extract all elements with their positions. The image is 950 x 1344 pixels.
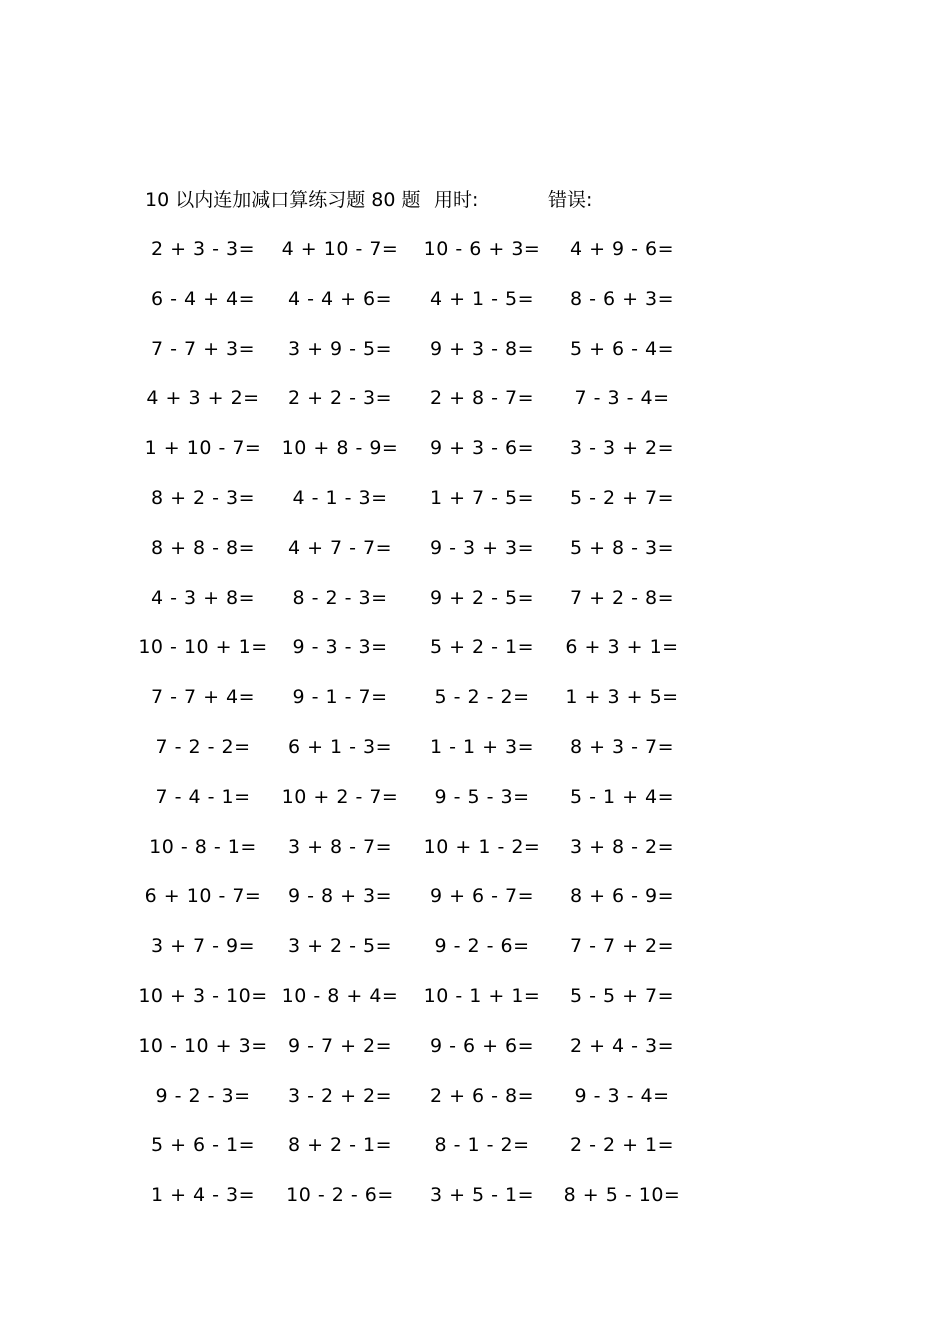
- math-problem: 8 + 2 - 1=: [287, 1134, 393, 1157]
- math-problem: 5 - 5 + 7=: [569, 984, 675, 1007]
- math-problem: 8 + 5 - 10=: [563, 1184, 681, 1207]
- math-problem: 7 - 7 + 2=: [569, 935, 675, 958]
- math-problem: 10 - 10 + 3=: [138, 1034, 268, 1057]
- problem-row: [0, 932, 950, 982]
- math-problem: 8 + 2 - 3=: [150, 486, 256, 509]
- math-problem: 9 + 2 - 5=: [429, 586, 535, 609]
- math-problem: 1 - 1 + 3=: [429, 735, 535, 758]
- math-problem: 6 + 3 + 1=: [565, 636, 679, 659]
- math-problem: 9 + 3 - 6=: [429, 437, 535, 460]
- math-problem: 2 + 8 - 7=: [429, 387, 535, 410]
- math-problem: 2 + 4 - 3=: [569, 1034, 675, 1057]
- math-problem: 3 + 7 - 9=: [150, 935, 256, 958]
- math-problem: 5 + 2 - 1=: [429, 636, 535, 659]
- math-problem: 3 + 8 - 7=: [287, 835, 393, 858]
- math-problem: 10 + 1 - 2=: [423, 835, 541, 858]
- math-problem: 5 - 1 + 4=: [569, 785, 675, 808]
- problem-row: [0, 584, 950, 634]
- math-problem: 10 - 8 + 4=: [281, 984, 399, 1007]
- math-problem: 9 - 2 - 3=: [155, 1084, 251, 1107]
- math-problem: 6 - 4 + 4=: [150, 287, 256, 310]
- math-problem: 8 - 6 + 3=: [569, 287, 675, 310]
- problem-grid: [0, 235, 950, 1231]
- worksheet-header: [0, 186, 950, 214]
- math-problem: 9 - 3 - 3=: [292, 636, 388, 659]
- math-problem: 8 + 8 - 8=: [150, 536, 256, 559]
- math-problem: 8 - 1 - 2=: [434, 1134, 530, 1157]
- problem-row: [0, 484, 950, 534]
- math-problem: 7 - 7 + 3=: [150, 337, 256, 360]
- problem-row: [0, 235, 950, 285]
- math-problem: 5 + 6 - 4=: [569, 337, 675, 360]
- math-problem: 8 + 3 - 7=: [569, 735, 675, 758]
- math-problem: 3 + 5 - 1=: [429, 1184, 535, 1207]
- math-problem: 1 + 3 + 5=: [565, 686, 679, 709]
- math-problem: 7 - 2 - 2=: [155, 735, 251, 758]
- math-problem: 9 - 2 - 6=: [434, 935, 530, 958]
- problem-row: [0, 833, 950, 883]
- math-problem: 9 + 6 - 7=: [429, 885, 535, 908]
- math-problem: 3 + 2 - 5=: [287, 935, 393, 958]
- math-problem: 2 - 2 + 1=: [569, 1134, 675, 1157]
- math-problem: 1 + 7 - 5=: [429, 486, 535, 509]
- math-problem: 2 + 2 - 3=: [287, 387, 393, 410]
- math-problem: 4 + 1 - 5=: [429, 287, 535, 310]
- math-problem: 10 - 6 + 3=: [423, 238, 541, 260]
- problem-row: [0, 683, 950, 733]
- math-problem: 3 + 8 - 2=: [569, 835, 675, 858]
- worksheet-title: 10 以内连加减口算练习题 80 题: [145, 189, 421, 211]
- math-problem: 9 - 1 - 7=: [292, 686, 388, 709]
- problem-row: [0, 1131, 950, 1181]
- error-label: 错误:: [548, 189, 593, 211]
- problem-row: [0, 882, 950, 932]
- math-problem: 4 + 9 - 6=: [569, 238, 675, 260]
- math-problem: 9 - 8 + 3=: [287, 885, 393, 908]
- math-problem: 3 + 9 - 5=: [287, 337, 393, 360]
- math-problem: 5 + 8 - 3=: [569, 536, 675, 559]
- math-problem: 10 - 10 + 1=: [138, 636, 268, 659]
- problem-row: [0, 633, 950, 683]
- math-problem: 9 - 3 - 4=: [574, 1084, 670, 1107]
- time-label: 用时:: [434, 189, 479, 211]
- problem-row: [0, 384, 950, 434]
- math-problem: 4 - 3 + 8=: [150, 586, 256, 609]
- math-problem: 9 - 5 - 3=: [434, 785, 530, 808]
- math-problem: 10 + 3 - 10=: [138, 984, 268, 1007]
- math-problem: 5 - 2 - 2=: [434, 686, 530, 709]
- problem-row: [0, 733, 950, 783]
- math-problem: 10 + 2 - 7=: [281, 785, 399, 808]
- math-problem: 7 + 2 - 8=: [569, 586, 675, 609]
- math-problem: 7 - 7 + 4=: [150, 686, 256, 709]
- math-problem: 10 + 8 - 9=: [281, 437, 399, 460]
- math-problem: 8 + 6 - 9=: [569, 885, 675, 908]
- math-problem: 4 + 3 + 2=: [146, 387, 260, 410]
- math-problem: 8 - 2 - 3=: [292, 586, 388, 609]
- problem-row: [0, 534, 950, 584]
- problem-row: [0, 1082, 950, 1132]
- problem-row: [0, 335, 950, 385]
- problem-row: [0, 285, 950, 335]
- math-problem: 1 + 10 - 7=: [144, 437, 262, 460]
- math-problem: 2 + 3 - 3=: [150, 238, 256, 260]
- math-problem: 3 - 2 + 2=: [287, 1084, 393, 1107]
- problem-row: [0, 434, 950, 484]
- math-problem: 2 + 6 - 8=: [429, 1084, 535, 1107]
- math-problem: 5 - 2 + 7=: [569, 486, 675, 509]
- math-problem: 7 - 4 - 1=: [155, 785, 251, 808]
- problem-row: [0, 1032, 950, 1082]
- problem-row: [0, 982, 950, 1032]
- math-problem: 1 + 4 - 3=: [150, 1184, 256, 1207]
- math-problem: 9 - 7 + 2=: [287, 1034, 393, 1057]
- math-problem: 7 - 3 - 4=: [574, 387, 670, 410]
- math-problem: 4 - 4 + 6=: [287, 287, 393, 310]
- math-problem: 10 - 1 + 1=: [423, 984, 541, 1007]
- math-problem: 9 - 6 + 6=: [429, 1034, 535, 1057]
- math-problem: 10 - 2 - 6=: [286, 1184, 394, 1207]
- math-problem: 9 - 3 + 3=: [429, 536, 535, 559]
- math-problem: 3 - 3 + 2=: [569, 437, 675, 460]
- math-problem: 6 + 1 - 3=: [287, 735, 393, 758]
- math-problem: 4 - 1 - 3=: [292, 486, 388, 509]
- math-problem: 10 - 8 - 1=: [149, 835, 257, 858]
- math-problem: 9 + 3 - 8=: [429, 337, 535, 360]
- math-problem: 4 + 10 - 7=: [281, 238, 399, 260]
- math-problem: 5 + 6 - 1=: [150, 1134, 256, 1157]
- math-problem: 4 + 7 - 7=: [287, 536, 393, 559]
- problem-row: [0, 783, 950, 833]
- math-problem: 6 + 10 - 7=: [144, 885, 262, 908]
- problem-row: [0, 1181, 950, 1231]
